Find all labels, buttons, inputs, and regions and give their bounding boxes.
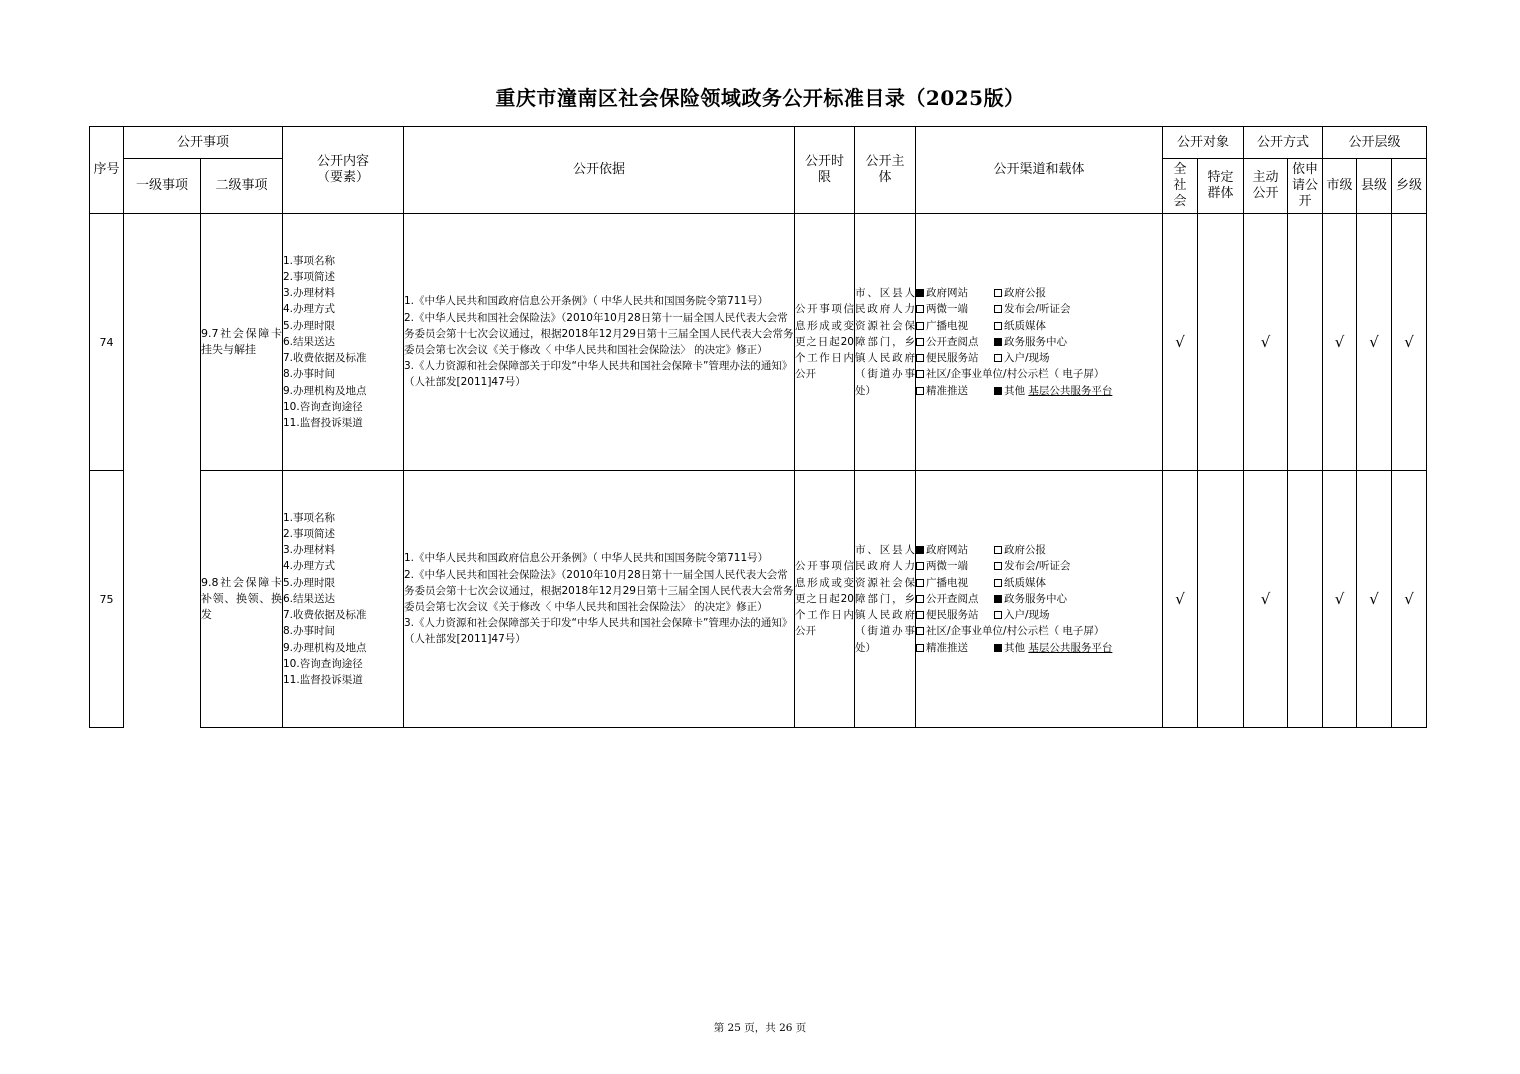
row-subject: 市、区县人民政府人力资源社会保障部门，乡镇人民政府（街道办事处） [855,471,916,728]
unchecked-box-icon [916,305,924,313]
channel-option [916,285,994,301]
unchecked-box-icon [916,370,924,378]
channel-other-value: 基层公共服务平台 [1028,641,1113,654]
channel-option [916,350,994,366]
channel-option [994,383,1112,399]
channel-option [994,640,1112,656]
header-level: 公开层级 [1323,127,1427,159]
channel-option [994,542,1046,558]
row-level-city-mark: √ [1323,471,1357,728]
unchecked-box-icon [916,387,924,395]
channel-option [916,575,994,591]
row-level-town-mark: √ [1392,471,1427,728]
unchecked-box-icon [994,562,1002,570]
header-target: 公开对象 [1163,127,1244,159]
channel-option [994,350,1050,366]
row-subject: 市、区县人民政府人力资源社会保障部门，乡镇人民政府（街道办事处） [855,214,916,471]
channel-option [994,301,1071,317]
content-element: 10.咨询查询途径 [283,400,363,413]
channel-other-value: 基层公共服务平台 [1028,384,1113,397]
row-target-all-mark: √ [1163,471,1198,728]
basis-item: 2.《中华人民共和国社会保险法》（2010年10月28日第十一届全国人民代表大会常务委员会第十七次会议通过，根据2018年12月29日第十三届全国人民代表大会常务委员会第七次会议《关于修改〈 中华人民共和国社会保险法〉 的决定》修正） [404,311,794,356]
header-level-county: 县级 [1357,159,1392,214]
channel-label: 政务服务中心 [1004,592,1067,605]
header-time-limit: 公开时限 [795,127,855,214]
row-channels [916,214,1163,471]
channel-label: 公开查阅点 [926,335,979,348]
unchecked-box-icon [916,562,924,570]
row-method-request-mark [1288,471,1323,728]
checked-box-icon [994,595,1002,603]
header-seq: 序号 [90,127,124,214]
unchecked-box-icon [994,579,1002,587]
row-target-all-mark: √ [1163,214,1198,471]
row-item-level1 [124,214,201,728]
content-element: 9.办理机构及地点 [283,384,367,397]
content-element: 3.办理材料 [283,287,336,300]
channel-line [916,558,1162,574]
header-content: 公开内容（要素） [283,127,404,214]
checked-box-icon [916,546,924,554]
table-row [90,471,1427,728]
channel-label: 政府网站 [926,544,968,557]
row-content [283,471,404,728]
channel-label: 便民服务站 [926,609,979,622]
row-seq: 75 [90,471,124,728]
channel-option [916,318,994,334]
channel-option [994,558,1071,574]
row-level-town-mark: √ [1392,214,1427,471]
channel-label: 两微一端 [926,303,968,316]
content-element: 10.咨询查询途径 [283,657,363,670]
channel-label: 公开查阅点 [926,592,979,605]
checked-box-icon [994,644,1002,652]
page-footer: 第 25 页，共 26 页 [713,1022,807,1034]
channel-label: 政府网站 [926,287,968,300]
content-element: 4.办理方式 [283,303,336,316]
channel-option [916,383,994,399]
channel-line [916,334,1162,350]
basis-item: 3.《人力资源和社会保障部关于印发“中华人民共和国社会保障卡”管理办法的通知》（人社部发[2011]47号） [404,360,793,389]
channel-line [916,318,1162,334]
channel-label: 两微一端 [926,560,968,573]
channel-option [994,575,1046,591]
row-method-request-mark [1288,214,1323,471]
content-element: 7.收费依据及标准 [283,609,367,622]
unchecked-box-icon [916,322,924,330]
row-method-active-mark: √ [1244,471,1288,728]
channel-label: 政务服务中心 [1004,335,1067,348]
channel-option [994,285,1046,301]
unchecked-box-icon [916,595,924,603]
channel-label: 广播电视 [926,576,968,589]
header-target-specific: 特定群体 [1198,159,1244,214]
channel-label: 发布会/听证会 [1004,303,1071,316]
header-level-town: 乡级 [1392,159,1427,214]
row-channels [916,471,1163,728]
header-item-level2: 二级事项 [201,159,283,214]
header-basis: 公开依据 [404,127,795,214]
row-item-level2: 9.8社会保障卡补领、换领、换发 [201,471,283,728]
header-channels: 公开渠道和载体 [916,127,1163,214]
content-element: 5.办理时限 [283,576,336,589]
channel-option [994,607,1050,623]
channel-line [916,350,1162,366]
channel-option [916,607,994,623]
channel-option [916,366,1104,382]
unchecked-box-icon [916,611,924,619]
channel-label: 入户/现场 [1004,352,1050,365]
channel-option [994,334,1067,350]
row-method-active-mark: √ [1244,214,1288,471]
channel-label: 入户/现场 [1004,609,1050,622]
channel-line [916,575,1162,591]
channel-option [994,591,1067,607]
channel-label: 精准推送 [926,641,968,654]
header-subject: 公开主体 [855,127,916,214]
channel-label: 其他 [1004,641,1025,654]
row-item-level2: 9.7社会保障卡挂失与解挂 [201,214,283,471]
channel-line [916,301,1162,317]
content-element: 6.结果送达 [283,592,336,605]
row-basis [404,214,795,471]
unchecked-box-icon [916,579,924,587]
content-element: 2.事项简述 [283,528,336,541]
channel-option [916,301,994,317]
row-seq: 74 [90,214,124,471]
unchecked-box-icon [994,546,1002,554]
channel-option [916,623,1104,639]
content-element: 9.办理机构及地点 [283,641,367,654]
row-time-limit: 公开事项信息形成或变更之日起20个工作日内公开 [795,214,855,471]
unchecked-box-icon [994,611,1002,619]
checked-box-icon [994,338,1002,346]
content-element: 1.事项名称 [283,511,336,524]
content-element: 3.办理材料 [283,544,336,557]
channel-option [916,558,994,574]
channel-label: 精准推送 [926,384,968,397]
channel-label: 便民服务站 [926,352,979,365]
channel-option [916,591,994,607]
channel-label: 社区/企事业单位/村公示栏（ 电子屏） [926,625,1105,638]
channel-option [916,640,994,656]
basis-item: 3.《人力资源和社会保障部关于印发“中华人民共和国社会保障卡”管理办法的通知》（人社部发[2011]47号） [404,617,793,646]
row-target-specific-mark [1198,214,1244,471]
catalog-table [89,126,1427,728]
unchecked-box-icon [994,305,1002,313]
page-title: 重庆市潼南区社会保险领域政务公开标准目录（2025版） [495,86,1025,110]
channel-line [916,366,1162,382]
checked-box-icon [994,387,1002,395]
basis-item: 2.《中华人民共和国社会保险法》（2010年10月28日第十一届全国人民代表大会常务委员会第十七次会议通过，根据2018年12月29日第十三届全国人民代表大会常务委员会第七次会议《关于修改〈 中华人民共和国社会保险法〉 的决定》修正） [404,568,794,613]
unchecked-box-icon [916,338,924,346]
channel-line [916,640,1162,656]
channel-option [994,318,1046,334]
content-element: 11.监督投诉渠道 [283,416,363,429]
content-element: 8.办事时间 [283,625,336,638]
channel-line [916,607,1162,623]
row-content [283,214,404,471]
header-method: 公开方式 [1244,127,1323,159]
channel-label: 政府公报 [1004,287,1046,300]
content-element: 6.结果送达 [283,335,336,348]
row-level-county-mark: √ [1357,471,1392,728]
header-method-active: 主动公开 [1244,159,1288,214]
header-item-level1: 一级事项 [124,159,201,214]
channel-line [916,591,1162,607]
channel-label: 纸质媒体 [1004,319,1046,332]
channel-label: 政府公报 [1004,544,1046,557]
unchecked-box-icon [994,322,1002,330]
channel-line [916,542,1162,558]
row-time-limit: 公开事项信息形成或变更之日起20个工作日内公开 [795,471,855,728]
row-basis [404,471,795,728]
content-element: 1.事项名称 [283,254,336,267]
channel-option [916,542,994,558]
content-element: 8.办事时间 [283,368,336,381]
content-element: 7.收费依据及标准 [283,352,367,365]
unchecked-box-icon [994,289,1002,297]
content-element: 2.事项简述 [283,271,336,284]
channel-option [916,334,994,350]
table-row [90,214,1427,471]
unchecked-box-icon [916,354,924,362]
channel-line [916,623,1162,639]
header-item: 公开事项 [124,127,283,159]
header-level-city: 市级 [1323,159,1357,214]
channel-label: 广播电视 [926,319,968,332]
channel-line [916,383,1162,399]
row-level-county-mark: √ [1357,214,1392,471]
header-method-request: 依申请公开 [1288,159,1323,214]
channel-label: 纸质媒体 [1004,576,1046,589]
header-target-all: 全社会 [1163,159,1198,214]
content-element: 11.监督投诉渠道 [283,673,363,686]
channel-label: 发布会/听证会 [1004,560,1071,573]
unchecked-box-icon [916,627,924,635]
content-element: 5.办理时限 [283,319,336,332]
content-element: 4.办理方式 [283,560,336,573]
checked-box-icon [916,289,924,297]
basis-item: 1.《中华人民共和国政府信息公开条例》（ 中华人民共和国国务院令第711号） [404,552,769,565]
unchecked-box-icon [994,354,1002,362]
basis-item: 1.《中华人民共和国政府信息公开条例》（ 中华人民共和国国务院令第711号） [404,295,769,308]
channel-line [916,285,1162,301]
row-target-specific-mark [1198,471,1244,728]
channel-label: 社区/企事业单位/村公示栏（ 电子屏） [926,368,1105,381]
row-level-city-mark: √ [1323,214,1357,471]
unchecked-box-icon [916,644,924,652]
channel-label: 其他 [1004,384,1025,397]
